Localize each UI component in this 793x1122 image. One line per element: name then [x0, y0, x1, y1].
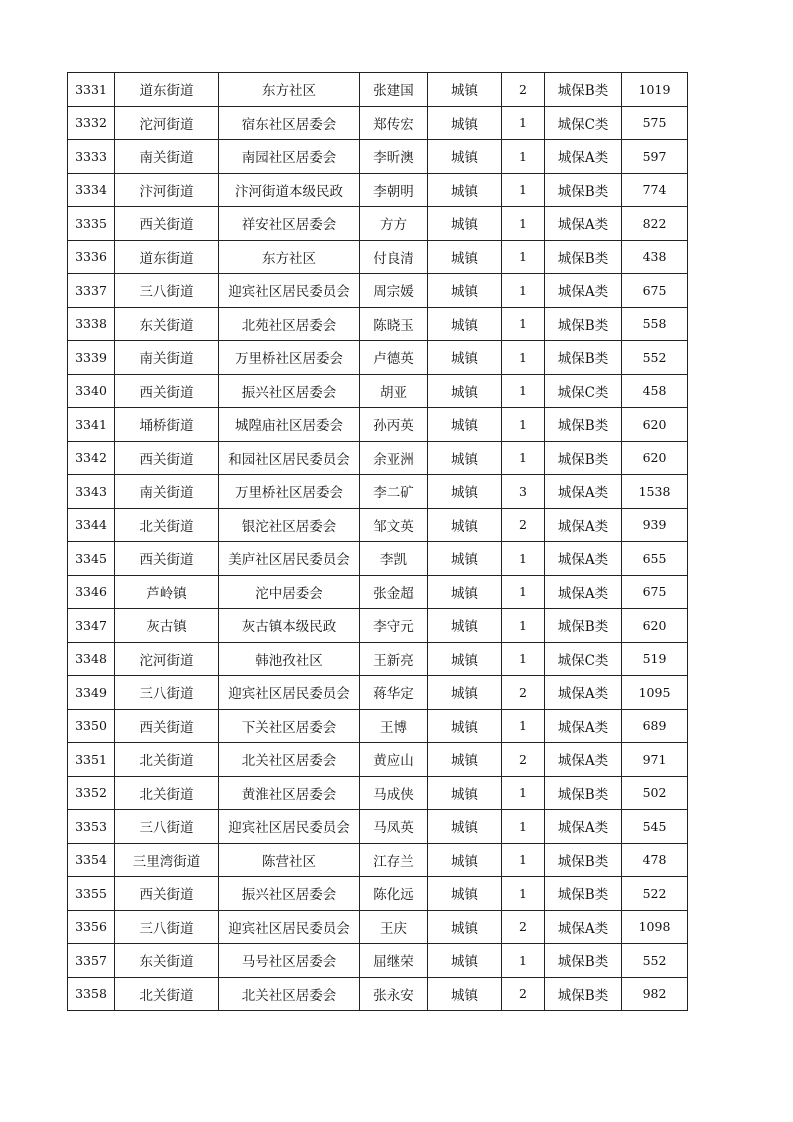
cell-serial: 3342 [68, 441, 115, 475]
cell-amount: 522 [622, 877, 688, 911]
cell-serial: 3346 [68, 575, 115, 609]
cell-subdistrict: 北关街道 [115, 508, 219, 542]
cell-amount: 575 [622, 106, 688, 140]
cell-subdistrict: 西关街道 [115, 877, 219, 911]
cell-community: 北关社区居委会 [219, 977, 360, 1011]
cell-subdistrict: 汴河街道 [115, 173, 219, 207]
cell-serial: 3335 [68, 207, 115, 241]
cell-household-size: 2 [502, 910, 545, 944]
cell-subdistrict: 西关街道 [115, 207, 219, 241]
cell-area-type: 城镇 [428, 240, 502, 274]
cell-amount: 438 [622, 240, 688, 274]
cell-household-size: 2 [502, 977, 545, 1011]
cell-area-type: 城镇 [428, 910, 502, 944]
cell-amount: 1095 [622, 676, 688, 710]
cell-amount: 971 [622, 743, 688, 777]
table-row [68, 877, 688, 911]
cell-subdistrict: 三八街道 [115, 810, 219, 844]
cell-category: 城保B类 [545, 843, 622, 877]
cell-amount: 545 [622, 810, 688, 844]
cell-name: 郑传宏 [360, 106, 428, 140]
cell-category: 城保B类 [545, 441, 622, 475]
cell-community: 沱中居委会 [219, 575, 360, 609]
table-row [68, 307, 688, 341]
cell-serial: 3338 [68, 307, 115, 341]
cell-community: 陈营社区 [219, 843, 360, 877]
cell-area-type: 城镇 [428, 374, 502, 408]
cell-amount: 774 [622, 173, 688, 207]
cell-amount: 822 [622, 207, 688, 241]
cell-household-size: 1 [502, 307, 545, 341]
cell-amount: 620 [622, 609, 688, 643]
cell-community: 迎宾社区居民委员会 [219, 910, 360, 944]
cell-amount: 552 [622, 944, 688, 978]
cell-area-type: 城镇 [428, 207, 502, 241]
cell-serial: 3357 [68, 944, 115, 978]
cell-category: 城保A类 [545, 140, 622, 174]
cell-name: 屈继荣 [360, 944, 428, 978]
cell-name: 张永安 [360, 977, 428, 1011]
cell-name: 李凯 [360, 542, 428, 576]
cell-amount: 655 [622, 542, 688, 576]
cell-category: 城保B类 [545, 173, 622, 207]
cell-category: 城保C类 [545, 642, 622, 676]
cell-subdistrict: 南关街道 [115, 341, 219, 375]
cell-subdistrict: 北关街道 [115, 977, 219, 1011]
cell-area-type: 城镇 [428, 843, 502, 877]
cell-area-type: 城镇 [428, 642, 502, 676]
cell-name: 王庆 [360, 910, 428, 944]
table-row [68, 709, 688, 743]
cell-area-type: 城镇 [428, 810, 502, 844]
cell-name: 黄应山 [360, 743, 428, 777]
cell-amount: 519 [622, 642, 688, 676]
cell-community: 振兴社区居委会 [219, 877, 360, 911]
cell-area-type: 城镇 [428, 743, 502, 777]
cell-serial: 3345 [68, 542, 115, 576]
cell-amount: 1098 [622, 910, 688, 944]
cell-area-type: 城镇 [428, 140, 502, 174]
table-row [68, 776, 688, 810]
cell-name: 周宗媛 [360, 274, 428, 308]
cell-subdistrict: 道东街道 [115, 240, 219, 274]
cell-household-size: 1 [502, 642, 545, 676]
cell-name: 王博 [360, 709, 428, 743]
cell-amount: 478 [622, 843, 688, 877]
cell-amount: 939 [622, 508, 688, 542]
cell-area-type: 城镇 [428, 408, 502, 442]
cell-subdistrict: 北关街道 [115, 776, 219, 810]
cell-category: 城保A类 [545, 575, 622, 609]
cell-subdistrict: 沱河街道 [115, 106, 219, 140]
cell-community: 城隍庙社区居委会 [219, 408, 360, 442]
table-row [68, 173, 688, 207]
cell-name: 胡亚 [360, 374, 428, 408]
cell-subdistrict: 西关街道 [115, 542, 219, 576]
cell-name: 陈晓玉 [360, 307, 428, 341]
cell-area-type: 城镇 [428, 877, 502, 911]
cell-category: 城保B类 [545, 944, 622, 978]
cell-community: 南园社区居委会 [219, 140, 360, 174]
cell-name: 邹文英 [360, 508, 428, 542]
cell-category: 城保A类 [545, 508, 622, 542]
cell-community: 宿东社区居委会 [219, 106, 360, 140]
cell-area-type: 城镇 [428, 173, 502, 207]
table-row [68, 609, 688, 643]
cell-household-size: 1 [502, 877, 545, 911]
cell-area-type: 城镇 [428, 508, 502, 542]
table-row [68, 408, 688, 442]
cell-category: 城保C类 [545, 106, 622, 140]
cell-community: 振兴社区居委会 [219, 374, 360, 408]
cell-name: 张金超 [360, 575, 428, 609]
cell-name: 王新亮 [360, 642, 428, 676]
table-row [68, 106, 688, 140]
cell-household-size: 1 [502, 944, 545, 978]
cell-community: 北苑社区居委会 [219, 307, 360, 341]
cell-subdistrict: 南关街道 [115, 140, 219, 174]
cell-amount: 689 [622, 709, 688, 743]
cell-community: 迎宾社区居民委员会 [219, 810, 360, 844]
cell-subdistrict: 三八街道 [115, 910, 219, 944]
cell-amount: 620 [622, 408, 688, 442]
cell-serial: 3334 [68, 173, 115, 207]
cell-amount: 675 [622, 274, 688, 308]
cell-subdistrict: 三八街道 [115, 274, 219, 308]
cell-serial: 3358 [68, 977, 115, 1011]
cell-household-size: 1 [502, 441, 545, 475]
table-row [68, 575, 688, 609]
cell-name: 余亚洲 [360, 441, 428, 475]
cell-area-type: 城镇 [428, 609, 502, 643]
cell-household-size: 1 [502, 374, 545, 408]
cell-household-size: 2 [502, 743, 545, 777]
cell-community: 北关社区居委会 [219, 743, 360, 777]
cell-community: 灰古镇本级民政 [219, 609, 360, 643]
cell-area-type: 城镇 [428, 475, 502, 509]
table-row [68, 341, 688, 375]
cell-serial: 3336 [68, 240, 115, 274]
table-row [68, 676, 688, 710]
cell-category: 城保B类 [545, 776, 622, 810]
cell-community: 韩池孜社区 [219, 642, 360, 676]
cell-serial: 3332 [68, 106, 115, 140]
cell-serial: 3352 [68, 776, 115, 810]
cell-name: 卢德英 [360, 341, 428, 375]
cell-name: 马凤英 [360, 810, 428, 844]
cell-area-type: 城镇 [428, 106, 502, 140]
cell-household-size: 1 [502, 341, 545, 375]
cell-amount: 982 [622, 977, 688, 1011]
cell-household-size: 1 [502, 575, 545, 609]
table-row [68, 977, 688, 1011]
cell-area-type: 城镇 [428, 341, 502, 375]
table-row [68, 843, 688, 877]
cell-serial: 3351 [68, 743, 115, 777]
cell-community: 万里桥社区居委会 [219, 341, 360, 375]
table-row [68, 910, 688, 944]
table-row [68, 374, 688, 408]
cell-subdistrict: 西关街道 [115, 709, 219, 743]
cell-community: 迎宾社区居民委员会 [219, 274, 360, 308]
cell-serial: 3341 [68, 408, 115, 442]
cell-amount: 458 [622, 374, 688, 408]
cell-household-size: 2 [502, 676, 545, 710]
cell-category: 城保A类 [545, 542, 622, 576]
cell-household-size: 1 [502, 207, 545, 241]
cell-serial: 3339 [68, 341, 115, 375]
cell-category: 城保A类 [545, 274, 622, 308]
cell-serial: 3331 [68, 73, 115, 107]
cell-household-size: 1 [502, 609, 545, 643]
cell-category: 城保B类 [545, 977, 622, 1011]
cell-amount: 675 [622, 575, 688, 609]
cell-name: 付良清 [360, 240, 428, 274]
table-row [68, 140, 688, 174]
cell-category: 城保B类 [545, 240, 622, 274]
cell-area-type: 城镇 [428, 709, 502, 743]
cell-name: 蒋华定 [360, 676, 428, 710]
cell-serial: 3343 [68, 475, 115, 509]
cell-area-type: 城镇 [428, 575, 502, 609]
cell-household-size: 1 [502, 709, 545, 743]
cell-category: 城保A类 [545, 709, 622, 743]
cell-household-size: 1 [502, 140, 545, 174]
table-row [68, 73, 688, 107]
cell-category: 城保A类 [545, 676, 622, 710]
cell-area-type: 城镇 [428, 676, 502, 710]
cell-serial: 3355 [68, 877, 115, 911]
cell-subdistrict: 三里湾街道 [115, 843, 219, 877]
cell-household-size: 1 [502, 408, 545, 442]
cell-community: 银沱社区居委会 [219, 508, 360, 542]
cell-subdistrict: 三八街道 [115, 676, 219, 710]
cell-name: 方方 [360, 207, 428, 241]
cell-serial: 3347 [68, 609, 115, 643]
cell-household-size: 1 [502, 240, 545, 274]
cell-community: 东方社区 [219, 73, 360, 107]
cell-subdistrict: 东关街道 [115, 944, 219, 978]
cell-subdistrict: 灰古镇 [115, 609, 219, 643]
cell-community: 万里桥社区居委会 [219, 475, 360, 509]
cell-serial: 3350 [68, 709, 115, 743]
cell-community: 汴河街道本级民政 [219, 173, 360, 207]
cell-household-size: 1 [502, 106, 545, 140]
cell-area-type: 城镇 [428, 977, 502, 1011]
cell-category: 城保C类 [545, 374, 622, 408]
cell-area-type: 城镇 [428, 307, 502, 341]
cell-category: 城保B类 [545, 341, 622, 375]
cell-household-size: 2 [502, 508, 545, 542]
table-row [68, 441, 688, 475]
cell-area-type: 城镇 [428, 274, 502, 308]
cell-community: 马号社区居委会 [219, 944, 360, 978]
cell-category: 城保B类 [545, 307, 622, 341]
cell-name: 张建国 [360, 73, 428, 107]
cell-community: 下关社区居委会 [219, 709, 360, 743]
cell-serial: 3340 [68, 374, 115, 408]
table-row [68, 475, 688, 509]
cell-serial: 3349 [68, 676, 115, 710]
table-row [68, 207, 688, 241]
cell-subdistrict: 埇桥街道 [115, 408, 219, 442]
cell-name: 马成侠 [360, 776, 428, 810]
cell-subdistrict: 芦岭镇 [115, 575, 219, 609]
cell-category: 城保A类 [545, 475, 622, 509]
cell-community: 东方社区 [219, 240, 360, 274]
cell-amount: 558 [622, 307, 688, 341]
cell-category: 城保A类 [545, 810, 622, 844]
cell-serial: 3333 [68, 140, 115, 174]
cell-household-size: 1 [502, 776, 545, 810]
cell-subdistrict: 西关街道 [115, 441, 219, 475]
cell-household-size: 1 [502, 843, 545, 877]
cell-household-size: 1 [502, 810, 545, 844]
cell-amount: 552 [622, 341, 688, 375]
table-row [68, 810, 688, 844]
cell-amount: 1538 [622, 475, 688, 509]
cell-community: 美庐社区居民委员会 [219, 542, 360, 576]
cell-name: 李二矿 [360, 475, 428, 509]
cell-subdistrict: 西关街道 [115, 374, 219, 408]
table-row [68, 944, 688, 978]
cell-category: 城保B类 [545, 408, 622, 442]
cell-amount: 620 [622, 441, 688, 475]
cell-subdistrict: 南关街道 [115, 475, 219, 509]
records-table [67, 72, 688, 1011]
cell-category: 城保A类 [545, 207, 622, 241]
cell-serial: 3344 [68, 508, 115, 542]
cell-serial: 3356 [68, 910, 115, 944]
cell-name: 江存兰 [360, 843, 428, 877]
cell-community: 和园社区居民委员会 [219, 441, 360, 475]
cell-category: 城保B类 [545, 877, 622, 911]
cell-household-size: 3 [502, 475, 545, 509]
cell-community: 黄淮社区居委会 [219, 776, 360, 810]
cell-community: 祥安社区居委会 [219, 207, 360, 241]
cell-area-type: 城镇 [428, 73, 502, 107]
cell-household-size: 1 [502, 173, 545, 207]
cell-area-type: 城镇 [428, 944, 502, 978]
cell-name: 李昕澳 [360, 140, 428, 174]
cell-household-size: 1 [502, 274, 545, 308]
cell-name: 李朝明 [360, 173, 428, 207]
cell-amount: 502 [622, 776, 688, 810]
cell-community: 迎宾社区居民委员会 [219, 676, 360, 710]
cell-amount: 1019 [622, 73, 688, 107]
table-row [68, 274, 688, 308]
cell-subdistrict: 沱河街道 [115, 642, 219, 676]
cell-serial: 3353 [68, 810, 115, 844]
cell-name: 陈化远 [360, 877, 428, 911]
table-row [68, 240, 688, 274]
cell-household-size: 1 [502, 542, 545, 576]
cell-category: 城保A类 [545, 910, 622, 944]
cell-name: 孙丙英 [360, 408, 428, 442]
cell-category: 城保B类 [545, 609, 622, 643]
cell-subdistrict: 东关街道 [115, 307, 219, 341]
cell-area-type: 城镇 [428, 542, 502, 576]
table-row [68, 743, 688, 777]
table-row [68, 642, 688, 676]
cell-amount: 597 [622, 140, 688, 174]
cell-name: 李守元 [360, 609, 428, 643]
cell-area-type: 城镇 [428, 441, 502, 475]
cell-serial: 3348 [68, 642, 115, 676]
cell-category: 城保A类 [545, 743, 622, 777]
cell-household-size: 2 [502, 73, 545, 107]
table-row [68, 542, 688, 576]
cell-subdistrict: 北关街道 [115, 743, 219, 777]
table-row [68, 508, 688, 542]
cell-category: 城保B类 [545, 73, 622, 107]
cell-subdistrict: 道东街道 [115, 73, 219, 107]
cell-area-type: 城镇 [428, 776, 502, 810]
cell-serial: 3354 [68, 843, 115, 877]
cell-serial: 3337 [68, 274, 115, 308]
